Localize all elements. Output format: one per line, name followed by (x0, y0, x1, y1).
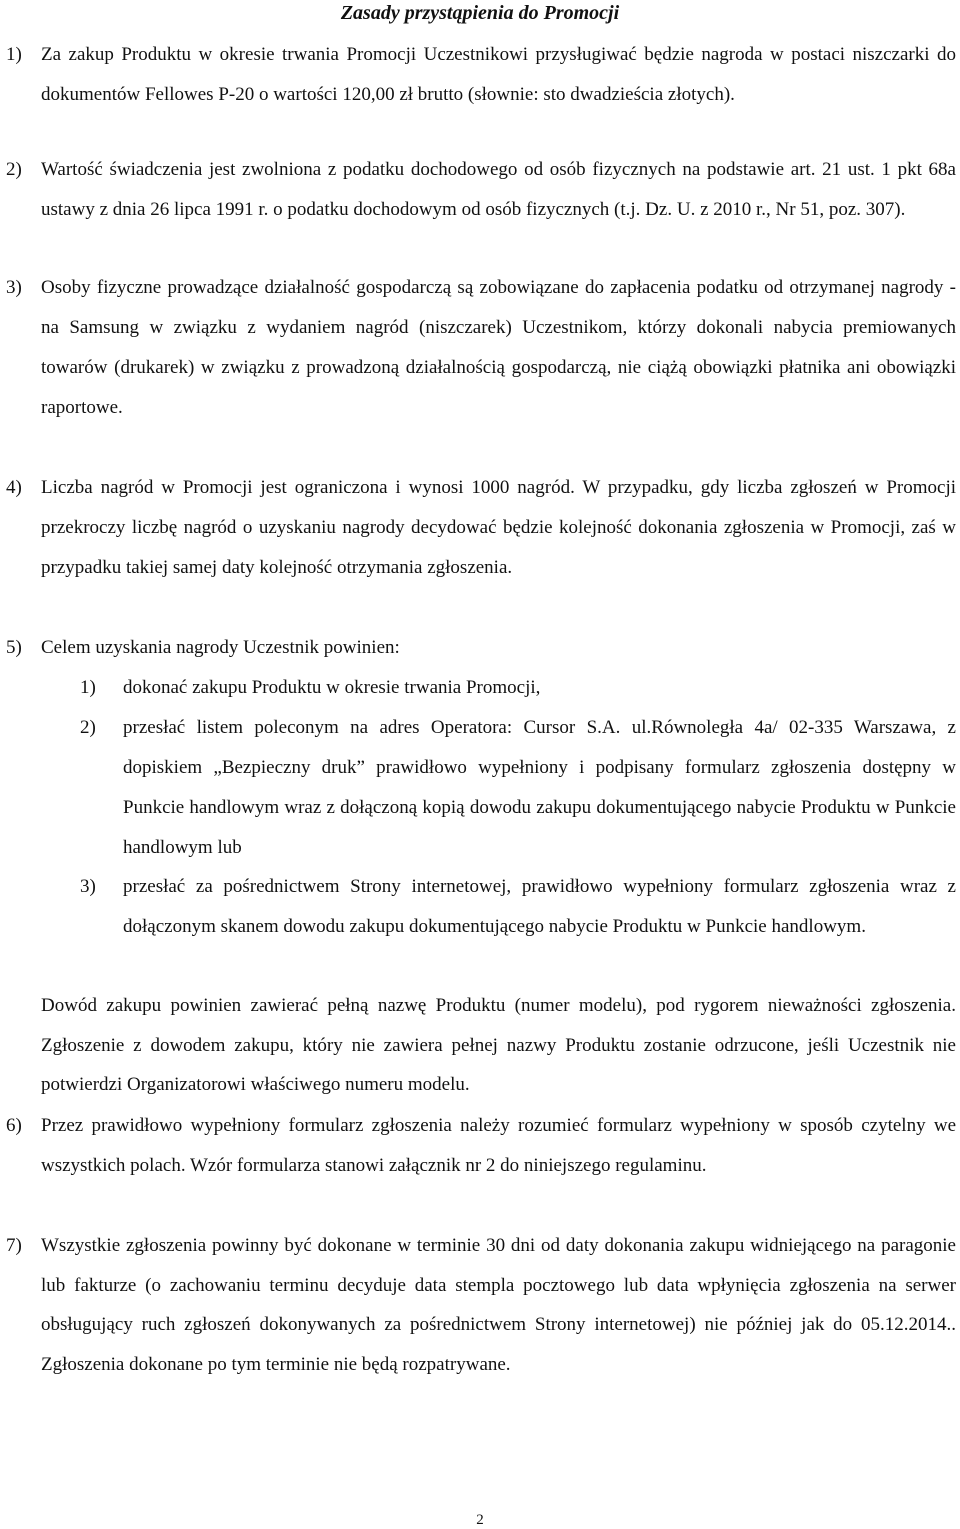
item-text: Liczba nagród w Promocji jest ograniczona i wynosi 1000 nagród. W przypadku, gdy liczba zgłoszeń w Promocji przekroczy liczbę nagród o uzyskaniu nagrody decydować będzie kolejność dokonania zgłoszenia w Promocji, zaś w przypadku takiej samej daty kolejność otrzymania zgłoszenia. (41, 477, 956, 578)
page-title: Zasady przystąpienia do Promocji (340, 2, 620, 24)
sub-item-number: 2) (80, 717, 96, 738)
sub-item-text: dokonać zakupu Produktu w okresie trwania Promocji, (123, 677, 541, 698)
item-number: 7) (6, 1235, 22, 1256)
item-number: 2) (6, 159, 22, 180)
item-text: Osoby fizyczne prowadzące działalność gospodarczą są zobowiązane do zapłacenia podatku od otrzymanej nagrody - na Samsung w związku z wydaniem nagród (niszczarek) Uczestnikom, którzy dokonali nabycia premiowanych towarów (drukarek) w związku z prowadzoną działalnością gospodarczą, nie ciążą obowiązki płatnika ani obowiązki raportowe. (41, 277, 956, 418)
list-item (6, 268, 956, 428)
list-item (6, 1226, 956, 1384)
item-number: 3) (6, 277, 22, 298)
sub-item-text: przesłać za pośrednictwem Strony internetowej, prawidłowo wypełniony formularz zgłoszenia wraz z dołączonym skanem dowodu zakupu dokumentującego nabycie Produktu w Punkcie handlowym. (123, 876, 956, 937)
item-text: Wartość świadczenia jest zwolniona z podatku dochodowego od osób fizycznych na podstawie art. 21 ust. 1 pkt 68a ustawy z dnia 26 lipca 1991 r. o podatku dochodowym od osób fizycznych (t.j. Dz. U. z 2010 r., Nr 51, poz. 307). (41, 159, 956, 220)
list-item (6, 468, 956, 588)
item-text: Wszystkie zgłoszenia powinny być dokonane w terminie 30 dni od daty dokonania zakupu widniejącego na paragonie lub fakturze (o zachowaniu terminu decyduje data stempla pocztowego lub data wpłynięcia zgłoszenia na serwer obsługujący ruch zgłoszeń dokonywanych za pośrednictwem Strony internetowej) nie później jak do 05.12.2014.. Zgłoszenia dokonane po tym terminie nie będą rozpatrywane. (41, 1235, 956, 1375)
sub-item-number: 3) (80, 876, 96, 897)
list-item (6, 1106, 956, 1185)
item-number: 4) (6, 477, 22, 498)
item-text: Przez prawidłowo wypełniony formularz zgłoszenia należy rozumieć formularz wypełniony w sposób czytelny we wszystkich polach. Wzór formularza stanowi załącznik nr 2 do niniejszego regulaminu. (41, 1115, 956, 1176)
sub-item-number: 1) (80, 677, 96, 698)
proof-of-purchase-paragraph: Dowód zakupu powinien zawierać pełną nazwę Produktu (numer modelu), pod rygorem nieważności zgłoszenia. Zgłoszenie z dowodem zakupu, który nie zawiera pełnej nazwy Produktu zostanie odrzucone, jeśli Uczestnik nie potwierdzi Organizatorowi właściwego numeru modelu. (41, 995, 956, 1095)
list-item (6, 628, 956, 668)
item-text: Za zakup Produktu w okresie trwania Promocji Uczestnikowi przysługiwać będzie nagroda w postaci niszczarki do dokumentów Fellowes P-20 o wartości 120,00 zł brutto (słownie: sto dwadzieścia złotych). (41, 44, 956, 105)
item-text: Celem uzyskania nagrody Uczestnik powinien: (41, 637, 400, 658)
list-item (6, 150, 956, 230)
sub-list-item (80, 708, 956, 868)
list-item (6, 35, 956, 115)
item-number: 1) (6, 44, 22, 65)
sub-list-item (80, 668, 956, 708)
item-number: 5) (6, 637, 22, 658)
sub-item-text: przesłać listem poleconym na adres Operatora: Cursor S.A. ul.Równoległa 4a/ 02-335 Warszawa, z dopiskiem „Bezpieczny druk” prawidłowo wypełniony i podpisany formularz zgłoszenia dostępny w Punkcie handlowym wraz z dołączoną kopią dowodu zakupu dokumentującego nabycie Produktu w Punkcie handlowym lub (123, 717, 956, 858)
item-number: 6) (6, 1115, 22, 1136)
page-number: 2 (476, 1512, 484, 1528)
sub-list-item (80, 867, 956, 947)
